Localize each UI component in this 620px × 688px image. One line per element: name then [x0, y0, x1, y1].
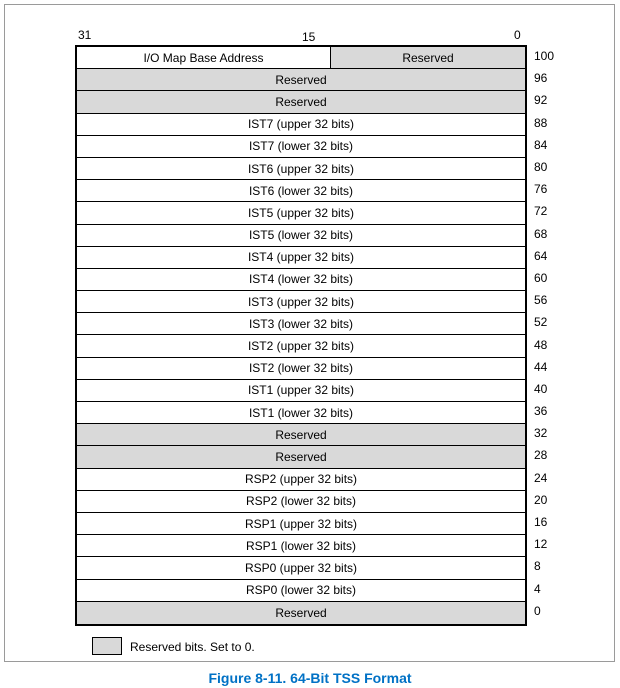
tss-row: IST4 (lower 32 bits) [77, 269, 525, 291]
bit-label-15: 15 [302, 30, 316, 44]
offset-label: 20 [534, 492, 548, 507]
legend-swatch [92, 637, 122, 655]
reserved-cell: Reserved [331, 47, 525, 68]
offset-label: 76 [534, 182, 548, 197]
offset-label: 72 [534, 204, 548, 219]
offset-label: 4 [534, 581, 541, 596]
offset-label: 52 [534, 315, 548, 330]
tss-row: RSP0 (lower 32 bits) [77, 580, 525, 602]
tss-row-reserved: Reserved [77, 69, 525, 91]
tss-row-reserved: Reserved [77, 424, 525, 446]
offset-label: 0 [534, 603, 541, 618]
tss-row-split [77, 47, 525, 69]
tss-row: IST6 (lower 32 bits) [77, 180, 525, 202]
tss-row: IST7 (lower 32 bits) [77, 136, 525, 158]
offset-label: 44 [534, 359, 548, 374]
offset-label: 8 [534, 559, 541, 574]
tss-row: IST2 (upper 32 bits) [77, 335, 525, 357]
offset-label: 88 [534, 115, 548, 130]
offset-label: 36 [534, 404, 548, 419]
tss-row: IST3 (lower 32 bits) [77, 313, 525, 335]
tss-row: IST7 (upper 32 bits) [77, 114, 525, 136]
tss-row: IST5 (upper 32 bits) [77, 202, 525, 224]
legend-text: Reserved bits. Set to 0. [130, 640, 255, 654]
offset-label: 84 [534, 137, 548, 152]
offset-column [534, 45, 574, 622]
offset-label: 32 [534, 426, 548, 441]
tss-row: RSP2 (upper 32 bits) [77, 469, 525, 491]
figure-caption: Figure 8-11. 64-Bit TSS Format [208, 670, 412, 686]
bit-label-0: 0 [514, 28, 521, 42]
offset-label: 96 [534, 71, 548, 86]
tss-row: RSP0 (upper 32 bits) [77, 557, 525, 579]
offset-label: 60 [534, 270, 548, 285]
tss-row: IST3 (upper 32 bits) [77, 291, 525, 313]
offset-label: 40 [534, 381, 548, 396]
tss-row-reserved: Reserved [77, 91, 525, 113]
io-map-base-cell: I/O Map Base Address [77, 47, 331, 68]
tss-row-reserved: Reserved [77, 446, 525, 468]
offset-label: 56 [534, 293, 548, 308]
bit-label-31: 31 [78, 28, 92, 42]
tss-row-reserved: Reserved [77, 602, 525, 624]
offset-label: 12 [534, 537, 548, 552]
tss-row: IST4 (upper 32 bits) [77, 247, 525, 269]
offset-label: 64 [534, 248, 548, 263]
offset-label: 92 [534, 93, 548, 108]
offset-label: 80 [534, 160, 548, 175]
offset-label: 48 [534, 337, 548, 352]
tss-row: IST1 (upper 32 bits) [77, 380, 525, 402]
offset-label: 28 [534, 448, 548, 463]
tss-layout-table [75, 45, 527, 626]
tss-row: RSP1 (lower 32 bits) [77, 535, 525, 557]
tss-row: RSP2 (lower 32 bits) [77, 491, 525, 513]
offset-label: 100 [534, 49, 555, 64]
offset-label: 24 [534, 470, 548, 485]
tss-row: IST2 (lower 32 bits) [77, 358, 525, 380]
tss-row: IST1 (lower 32 bits) [77, 402, 525, 424]
tss-row: IST6 (upper 32 bits) [77, 158, 525, 180]
tss-row: IST5 (lower 32 bits) [77, 225, 525, 247]
offset-label: 16 [534, 515, 548, 530]
offset-label: 68 [534, 226, 548, 241]
tss-row: RSP1 (upper 32 bits) [77, 513, 525, 535]
